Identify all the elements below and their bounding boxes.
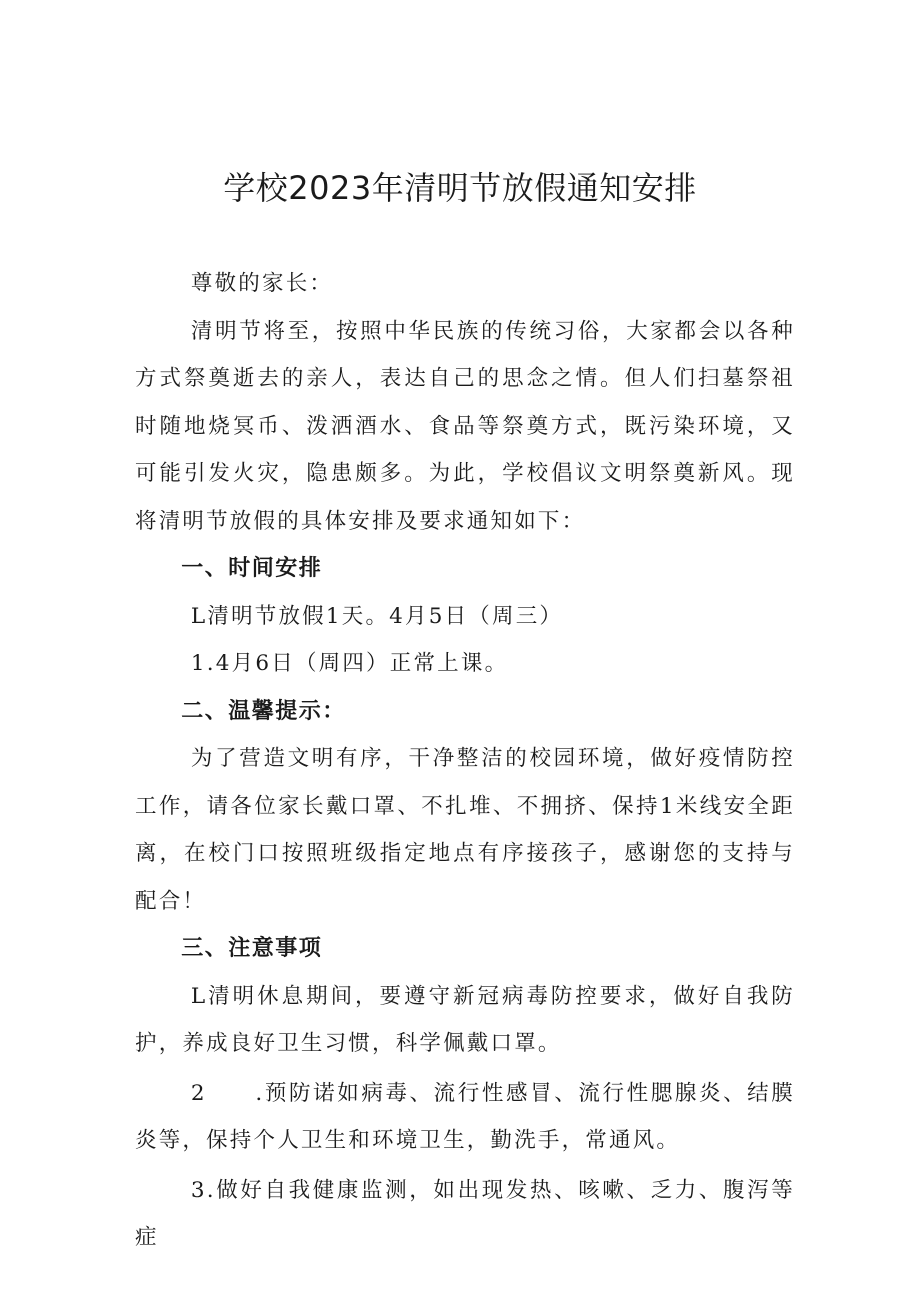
tips-paragraph: 为了营造文明有序，干净整洁的校园环境，做好疫情防控工作，请各位家长戴口罩、不扎堆、不拥挤、保持1米线安全距离，在校门口按照班级指定地点有序接孩子，感谢您的支持与配合！ [135,746,795,914]
list-item: L清明节放假1天。4月5日（周三） [190,603,564,629]
list-item: 1.4月6日（周四）正常上课。 [190,651,509,676]
section-heading-tips: 二、温馨提示： [181,698,346,724]
section-heading-notes: 三、注意事项 [181,936,323,961]
list-item: L清明休息期间，要遵守新冠病毒防控要求，做好自我防护，养成良好卫生习惯，科学佩戴口罩。 [135,983,795,1056]
document-title: 学校2023年清明节放假通知安排 [223,169,697,207]
document-body [135,260,795,1262]
list-item: 2 .预防诺如病毒、流行性感冒、流行性腮腺炎、结膜炎等，保持个人卫生和环境卫生，勤洗手，常通风。 [135,1080,795,1153]
section-heading-time: 一、时间安排 [181,556,323,581]
list-item: 3.做好自我健康监测，如出现发热、咳嗽、乏力、腹泻等症 [135,1177,795,1250]
salutation: 尊敬的家长： [190,271,334,296]
intro-paragraph: 清明节将至，按照中华民族的传统习俗，大家都会以各种方式祭奠逝去的亲人，表达自己的思念之情。但人们扫墓祭祖时随地烧冥币、泼洒酒水、食品等祭奠方式，既污染环境，又可能引发火灾，隐患颇多。为此，学校倡议文明祭奠新风。现将清明节放假的具体安排及要求通知如下： [135,318,795,534]
